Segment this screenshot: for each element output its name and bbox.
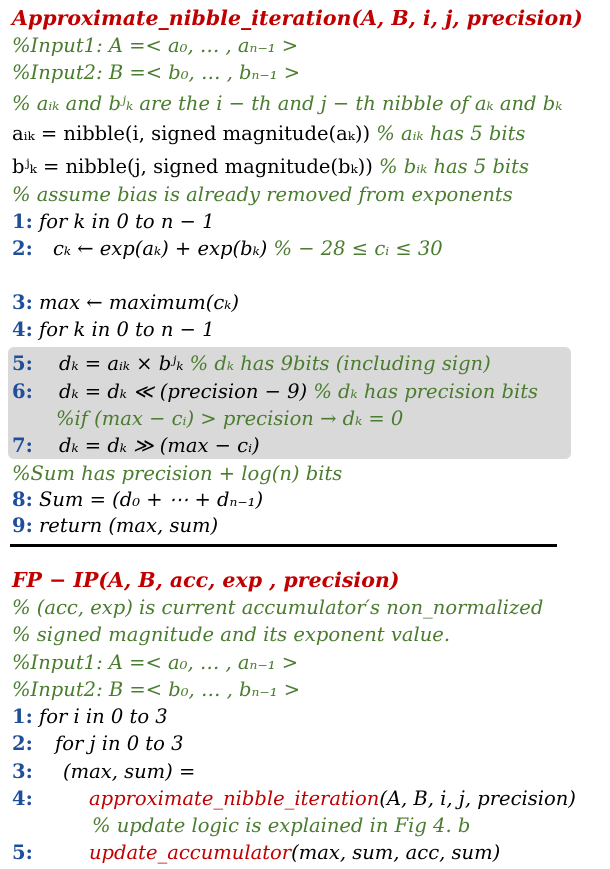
algo2-line-5: [12, 841, 500, 865]
algo1-def-b: [12, 155, 529, 179]
line-code: cₖ ← exp(aₖ) + exp(bₖ): [52, 237, 268, 260]
algo2-title: FP − IP(A, B, acc, exp , precision): [12, 568, 400, 592]
algo1-line-6: [12, 380, 538, 404]
line-number: 7:: [12, 434, 33, 457]
algo1-def-a: [12, 122, 525, 146]
algo1-comment-sum: %Sum has precision + log(n) bits: [12, 462, 343, 485]
line-number: 3:: [12, 760, 33, 783]
line-code: for i in 0 to 3: [38, 705, 168, 728]
line-number: 1:: [12, 210, 33, 233]
algo1-comment-nibble: % aᵢₖ and bʲₖ are the i − th and j − th nibble of aₖ and bₖ: [12, 92, 563, 115]
algo1-line-6-comment: %if (max − cᵢ) > precision → dₖ = 0: [56, 407, 404, 430]
line-code: max ← maximum(cₖ): [38, 291, 239, 314]
def-a-comment: % aᵢₖ has 5 bits: [376, 122, 526, 145]
line-args: (A, B, i, j, precision): [379, 787, 576, 810]
algo2-line-4-comment: % update logic is explained in Fig 4. b: [92, 814, 471, 837]
algo1-line-8: [12, 488, 263, 512]
line-comment: % dₖ has precision bits: [313, 380, 539, 403]
line-number: 8:: [12, 488, 33, 511]
algo1-input2: %Input2: B =< b₀, … , bₙ₋₁ >: [12, 61, 301, 84]
algo1-line-2: [12, 237, 443, 261]
algo1-title: Approximate_nibble_iteration(A, B, i, j, precision): [12, 6, 583, 30]
line-function: update_accumulator: [88, 841, 292, 864]
line-code: dₖ = dₖ ≫ (max − cᵢ): [58, 434, 260, 457]
line-args: (max, sum, acc, sum): [291, 841, 501, 864]
line-number: 5:: [12, 352, 33, 375]
line-code: dₖ = aᵢₖ × bʲₖ: [58, 352, 184, 375]
line-number: 9:: [12, 514, 33, 537]
algo2-line-3: [12, 760, 195, 784]
line-code: Sum = (d₀ + ⋯ + dₙ₋₁): [38, 488, 264, 511]
algo1-line-5: [12, 352, 491, 376]
line-number: 1:: [12, 705, 33, 728]
line-number: 2:: [12, 732, 33, 755]
algo2-line-1: [12, 705, 168, 729]
algo1-line-7: [12, 434, 260, 458]
line-code: for k in 0 to n − 1: [38, 210, 215, 233]
algo1-line-4: [12, 318, 215, 342]
def-a-expr: aᵢₖ = nibble(i, signed magnitude(aₖ)): [12, 122, 371, 145]
line-code: (max, sum) =: [62, 760, 196, 783]
line-number: 4:: [12, 318, 33, 341]
line-code: for k in 0 to n − 1: [38, 318, 215, 341]
def-b-comment: % bᵢₖ has 5 bits: [379, 155, 530, 178]
line-function: approximate_nibble_iteration: [88, 787, 380, 810]
line-code: for j in 0 to 3: [54, 732, 184, 755]
algo2-input2: %Input2: B =< b₀, … , bₙ₋₁ >: [12, 678, 301, 701]
separator-rule: [10, 544, 557, 547]
line-number: 3:: [12, 291, 33, 314]
line-number: 6:: [12, 380, 33, 403]
line-comment: % dₖ has 9bits (including sign): [189, 352, 491, 375]
def-b-expr: bʲₖ = nibble(j, signed magnitude(bₖ)): [12, 155, 373, 178]
line-number: 2:: [12, 237, 33, 260]
line-code: dₖ = dₖ ≪ (precision − 9): [58, 380, 308, 403]
algo1-input1: %Input1: A =< a₀, … , aₙ₋₁ >: [12, 34, 299, 57]
algo2-line-4: [12, 787, 576, 811]
algo1-line-1: [12, 210, 215, 234]
line-code: return (max, sum): [38, 514, 219, 537]
algo1-comment-bias: % assume bias is already removed from exponents: [12, 183, 513, 206]
algo2-comment-1: % (acc, exp) is current accumulator′s non_normalized: [12, 596, 544, 619]
line-number: 5:: [12, 841, 33, 864]
algo2-comment-2: % signed magnitude and its exponent value.: [12, 623, 451, 646]
algo2-input1: %Input1: A =< a₀, … , aₙ₋₁ >: [12, 651, 299, 674]
algo2-line-2: [12, 732, 184, 756]
algo1-line-3: [12, 291, 239, 315]
algo1-line-9: [12, 514, 218, 538]
line-comment: % − 28 ≤ cᵢ ≤ 30: [273, 237, 443, 260]
line-number: 4:: [12, 787, 33, 810]
